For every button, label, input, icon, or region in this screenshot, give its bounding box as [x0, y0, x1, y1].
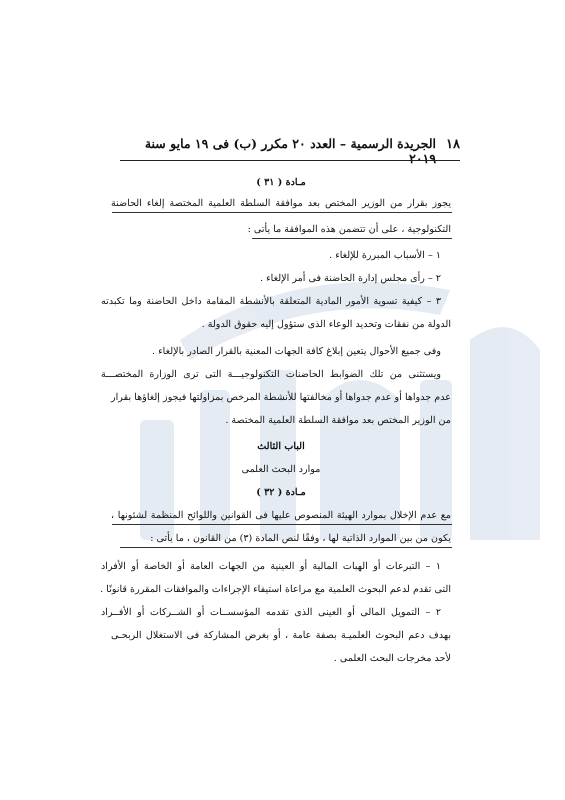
article-31-paragraph-2-line-3: من الوزير المختص بعد موافقة السلطة العلمية المختصة .: [225, 415, 451, 426]
text-underline: [112, 212, 452, 213]
article-31-paragraph-2-line-1: ويستثنى من تلك الضوابط الحاضنات التكنولوجيـــة التى ترى الوزارة المختصـــة: [101, 369, 441, 380]
article-31-paragraph-1: وفى جميع الأحوال يتعين إبلاغ كافة الجهات المعنية بالقرار الصادر بالإلغاء .: [152, 346, 441, 357]
article-31-line-1: يجوز بقرار من الوزير المختص بعد موافقة السلطة العلمية المختصة إلغاء الحاضنة: [111, 198, 451, 209]
article-31-title: مـادة ( ٣١ ): [256, 177, 306, 188]
article-32-item-1-line-2: التى تقدم لدعم البحوث العلمية مع مراعاة استيفاء الإجراءات والموافقات المقررة قانونًا .: [100, 584, 451, 595]
article-32-item-2-line-2: بهدف دعم البحوث العلميـة بصفة عامة ، أو بغرض المشاركة فى الاستغلال الربحـى: [111, 630, 451, 641]
text-underline: [120, 547, 452, 548]
article-32-item-2-line-1: ٢ – التمويل المالى أو العينى الذى تقدمه المؤسســات أو الشــركات أو الأفــراد: [101, 607, 441, 618]
page-number: ١٨: [446, 137, 460, 152]
article-32-title: مـادة ( ٣٢ ): [256, 487, 306, 498]
article-32-item-1-line-1: ١ – التبرعات أو الهبات المالية أو العينية من الجهات العامة أو الخاصة أو الأفراد: [101, 561, 441, 572]
article-32-line-2: يكون من بين الموارد الذاتية لها ، وفقًا لنص المادة (٣) من القانون ، ما يأتى :: [150, 533, 451, 544]
page-header: [120, 136, 460, 166]
article-31-item-2: ٢ – رأى مجلس إدارة الحاضنة فى أمر الإلغاء .: [260, 273, 441, 284]
text-underline: [252, 238, 452, 239]
article-31-item-3-line-1: ٣ – كيفية تسوية الأمور المادية المتعلقة بالأنشطة المقامة داخل الحاضنة وما تكبدته: [101, 296, 441, 307]
publication-line: الجريدة الرسمية – العدد ٢٠ مكرر (ب) فى ١٩ مايو سنة ٢٠١٩: [144, 136, 437, 166]
text-underline: [112, 524, 452, 525]
article-32-item-2-line-3: لأحد مخرجات البحث العلمى .: [333, 653, 451, 664]
article-31-line-2: التكنولوجية ، على أن تتضمن هذه الموافقة ما يأتى :: [247, 224, 451, 235]
article-31-paragraph-2-line-2: عدم جدواها أو عدم جدواها أو مخالفتها للأنشطة المرخص بمزاولتها فيجوز إلغاؤها بقرار: [111, 392, 451, 403]
chapter-title: الباب الثالث: [257, 441, 305, 452]
header-divider: [120, 160, 460, 161]
article-32-line-1: مع عدم الإخلال بموارد الهيئة المنصوص عليها فى القوانين واللوائح المنظمة لشئونها ،: [111, 510, 451, 521]
article-31-item-3-line-2: الدولة من نفقات وتحديد الوعاء الذى ستؤول إليه حقوق الدولة .: [201, 319, 451, 330]
chapter-subtitle: موارد البحث العلمى: [241, 464, 321, 475]
article-31-item-1: ١ – الأسباب المبررة للإلغاء .: [329, 250, 441, 261]
